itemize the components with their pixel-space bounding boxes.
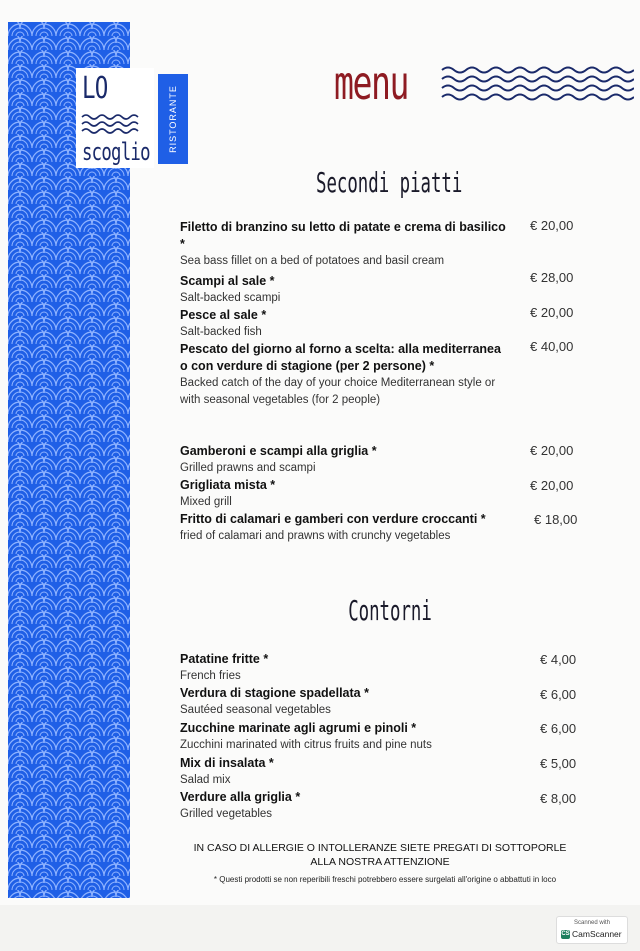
item-translation: Salad mix xyxy=(180,774,231,786)
item-name: Pescato del giorno al forno a scelta: alla mediterranea o con verdure di stagione (per 2 persone) * xyxy=(180,342,501,373)
item-translation: Sea bass fillet on a bed of potatoes and basil cream xyxy=(180,255,445,267)
menu-item xyxy=(180,273,510,307)
item-name: Pesce al sale * xyxy=(180,308,267,322)
item-price: € 6,00 xyxy=(540,721,577,736)
camscanner-name: CamScanner xyxy=(572,929,622,939)
menu-item xyxy=(180,477,510,511)
item-price: € 18,00 xyxy=(534,512,578,527)
item-price: € 4,00 xyxy=(540,652,577,667)
logo-lo-text: LO xyxy=(82,71,108,106)
menu-waves-icon xyxy=(440,64,634,106)
allergy-notice xyxy=(160,841,600,869)
item-price: € 20,00 xyxy=(530,478,574,493)
menu-item xyxy=(180,651,510,685)
item-translation: Sautéed seasonal vegetables xyxy=(180,704,331,716)
menu-item xyxy=(180,720,510,754)
item-price: € 20,00 xyxy=(530,305,574,320)
item-price: € 6,00 xyxy=(540,687,577,702)
item-translation: Backed catch of the day of your choice Mediterranean style or with seasonal vegetables (for 2 people) xyxy=(180,377,496,406)
allergy-notice-line2: ALLA NOSTRA ATTENZIONE xyxy=(310,856,450,868)
allergy-notice-line1: IN CASO DI ALLERGIE O INTOLLERANZE SIETE PREGATI DI SOTTOPORLE xyxy=(193,842,567,854)
item-translation: Salt-backed scampi xyxy=(180,292,281,304)
item-price: € 20,00 xyxy=(530,443,574,458)
camscanner-icon: CS xyxy=(561,931,570,937)
item-translation: French fries xyxy=(180,670,241,682)
logo-waves-icon xyxy=(80,112,150,140)
section-title-secondi: Secondi piatti xyxy=(316,166,463,199)
menu-item xyxy=(180,789,510,823)
item-name: Zucchine marinate agli agrumi e pinoli * xyxy=(180,721,417,735)
item-price: € 20,00 xyxy=(530,218,574,233)
menu-heading: menu xyxy=(334,56,409,110)
item-name: Scampi al sale * xyxy=(180,274,275,288)
menu-item xyxy=(180,219,510,270)
item-translation: fried of calamari and prawns with crunchy vegetables xyxy=(180,530,451,542)
item-translation: Grilled prawns and scampi xyxy=(180,462,316,474)
item-name: Mix di insalata * xyxy=(180,756,274,770)
item-price: € 28,00 xyxy=(530,270,574,285)
camscanner-badge xyxy=(556,916,628,944)
frozen-footnote: * Questi prodotti se non reperibili freschi potrebbero essere surgelati all'origine o abbattuti in loco xyxy=(213,875,557,884)
item-name: Patatine fritte * xyxy=(180,652,269,666)
item-name: Grigliata mista * xyxy=(180,478,276,492)
ristorante-label: RISTORANTE xyxy=(168,85,178,153)
item-translation: Zucchini marinated with citrus fruits and pine nuts xyxy=(180,739,432,751)
item-price: € 8,00 xyxy=(540,791,577,806)
item-name: Verdure alla griglia * xyxy=(180,790,301,804)
menu-item xyxy=(180,511,510,545)
item-price: € 40,00 xyxy=(530,339,574,354)
menu-item xyxy=(180,755,510,789)
item-name: Gamberoni e scampi alla griglia * xyxy=(180,444,377,458)
item-translation: Grilled vegetables xyxy=(180,808,273,820)
item-price: € 5,00 xyxy=(540,756,577,771)
menu-item xyxy=(180,341,510,409)
menu-item xyxy=(180,307,510,341)
item-name: Fritto di calamari e gamberi con verdure croccanti * xyxy=(180,512,486,526)
item-translation: Salt-backed fish xyxy=(180,326,262,338)
item-translation: Mixed grill xyxy=(180,496,232,508)
scanned-with-label: Scanned with xyxy=(573,920,611,926)
logo-ristorante-text xyxy=(158,74,188,164)
menu-item xyxy=(180,685,510,719)
item-name: Verdura di stagione spadellata * xyxy=(180,686,369,700)
logo-scoglio-text: scoglio xyxy=(82,138,150,166)
section-title-contorni: Contorni xyxy=(348,594,432,627)
menu-item xyxy=(180,443,510,477)
item-name: Filetto di branzino su letto di patate e crema di basilico * xyxy=(180,220,506,251)
